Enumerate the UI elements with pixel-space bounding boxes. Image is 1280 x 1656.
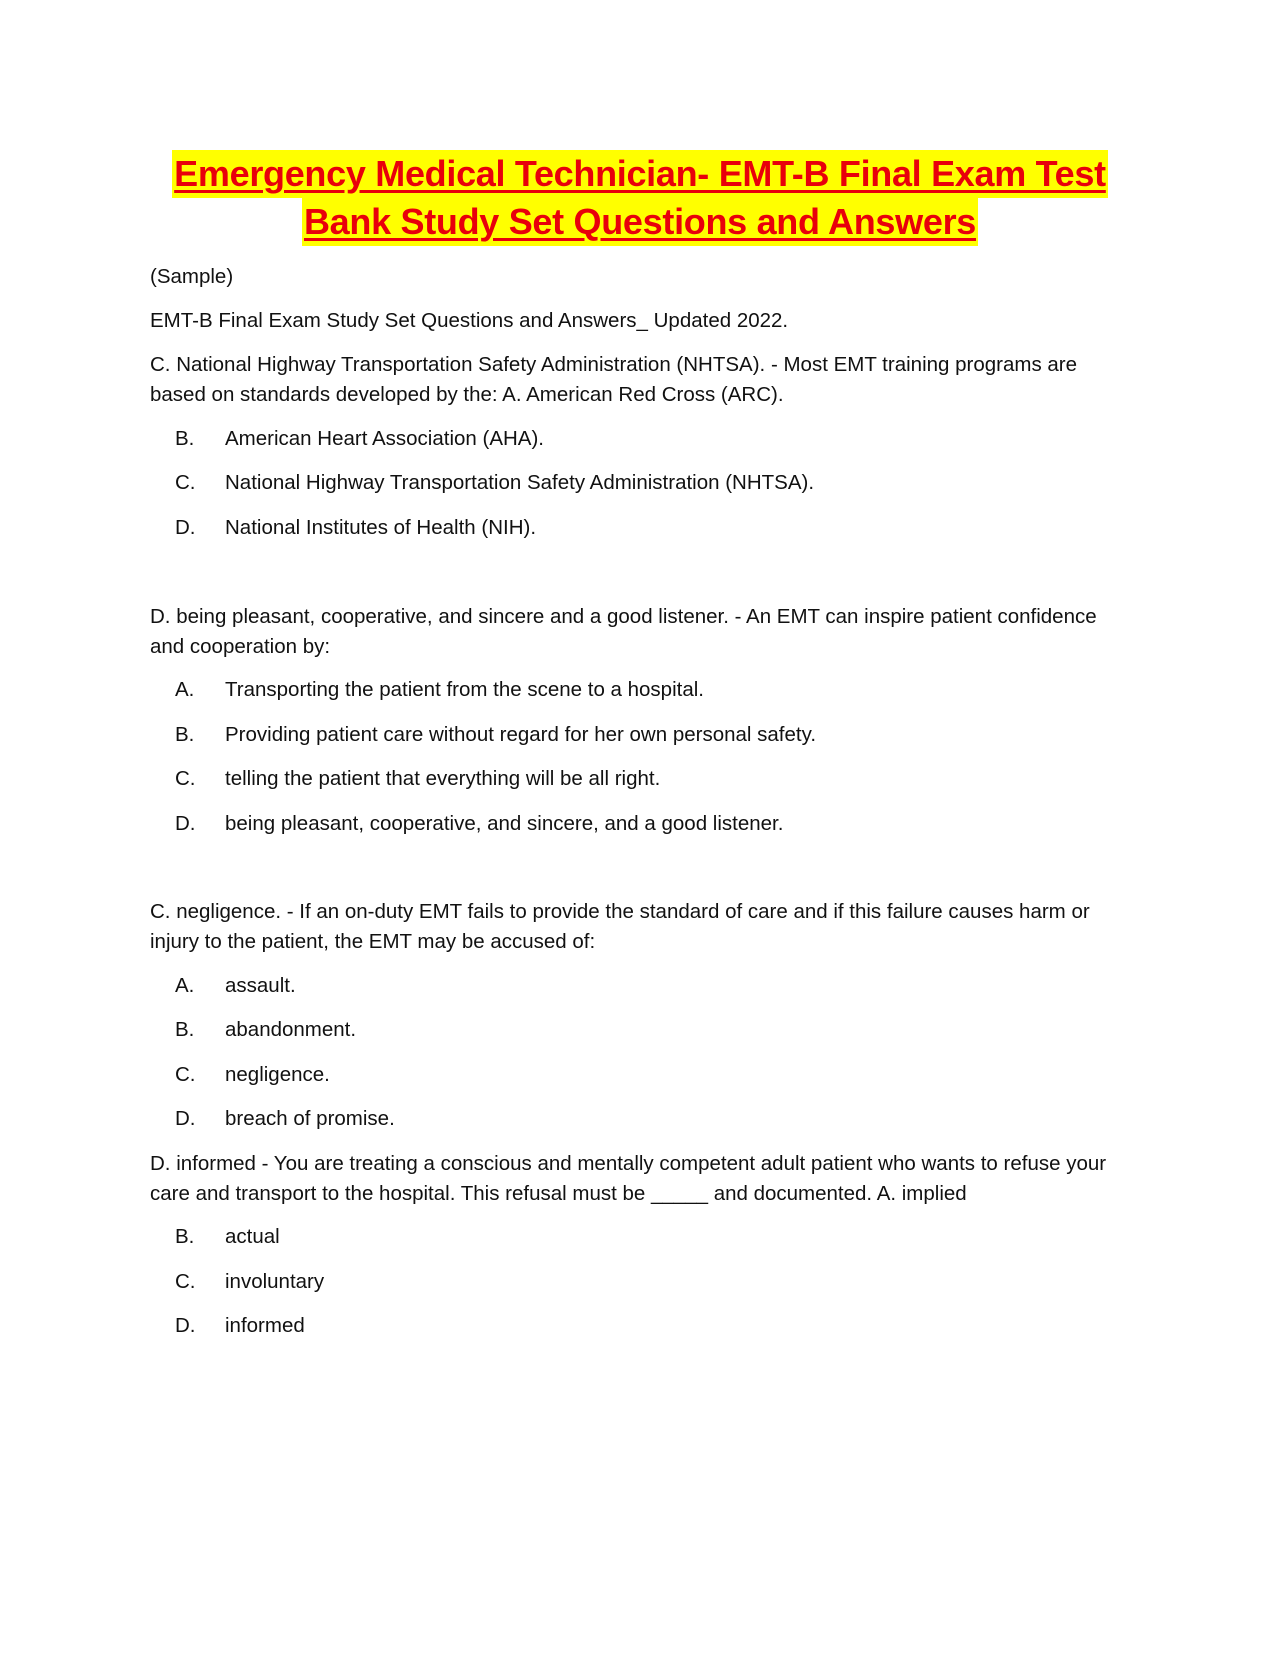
option-text: informed bbox=[225, 1314, 305, 1337]
option-text: telling the patient that everything will be all right. bbox=[225, 767, 661, 790]
document-title bbox=[150, 150, 1130, 246]
option-letter: B. bbox=[175, 723, 195, 746]
option-letter: D. bbox=[175, 812, 196, 835]
option-text: abandonment. bbox=[225, 1018, 357, 1041]
option-letter: B. bbox=[175, 1225, 195, 1248]
option-text: Providing patient care without regard for her own personal safety. bbox=[225, 723, 817, 746]
option-text: assault. bbox=[225, 974, 296, 997]
question-4-text: D. informed - You are treating a conscious and mentally competent adult patient who wants to refuse your care and transport to the hospital. This refusal must be _____ and documented. A. implied bbox=[150, 1152, 1107, 1205]
option-letter: C. bbox=[175, 1270, 196, 1293]
question-4-option bbox=[175, 1222, 1125, 1252]
question-2-text: D. being pleasant, cooperative, and sincere and a good listener. - An EMT can inspire patient confidence and cooperation by: bbox=[150, 605, 1097, 658]
question-2-option bbox=[175, 764, 1125, 794]
question-1-option bbox=[175, 468, 1125, 498]
question-1-text: C. National Highway Transportation Safety Administration (NHTSA). - Most EMT training programs are based on standards developed by the: A. American Red Cross (ARC). bbox=[150, 353, 1078, 406]
option-letter: D. bbox=[175, 1107, 196, 1130]
option-text: American Heart Association (AHA). bbox=[225, 427, 545, 450]
question-3-option bbox=[175, 1060, 1125, 1090]
question-3-option bbox=[175, 1015, 1125, 1045]
question-2-option bbox=[175, 675, 1125, 705]
sample-note: (Sample) bbox=[150, 265, 234, 288]
document-subtitle: EMT-B Final Exam Study Set Questions and Answers_ Updated 2022. bbox=[150, 309, 789, 332]
option-letter: C. bbox=[175, 1063, 196, 1086]
option-text: Transporting the patient from the scene to a hospital. bbox=[225, 678, 704, 701]
question-3-option bbox=[175, 971, 1125, 1001]
title-line-1: Emergency Medical Technician- EMT-B Final Exam Test bbox=[172, 150, 1108, 198]
option-letter: D. bbox=[175, 516, 196, 539]
question-1-option bbox=[175, 424, 1125, 454]
option-letter: A. bbox=[175, 974, 195, 997]
option-letter: B. bbox=[175, 427, 195, 450]
option-text: being pleasant, cooperative, and sincere, and a good listener. bbox=[225, 812, 784, 835]
question-4-option bbox=[175, 1267, 1125, 1297]
question-1-option bbox=[175, 513, 1125, 543]
option-letter: C. bbox=[175, 471, 196, 494]
question-2-option bbox=[175, 809, 1125, 839]
option-text: involuntary bbox=[225, 1270, 325, 1293]
option-text: negligence. bbox=[225, 1063, 330, 1086]
option-letter: B. bbox=[175, 1018, 195, 1041]
option-text: actual bbox=[225, 1225, 280, 1248]
option-letter: D. bbox=[175, 1314, 196, 1337]
question-4-option bbox=[175, 1311, 1125, 1341]
question-3-option bbox=[175, 1104, 1125, 1134]
option-letter: C. bbox=[175, 767, 196, 790]
option-text: breach of promise. bbox=[225, 1107, 395, 1130]
title-line-2: Bank Study Set Questions and Answers bbox=[302, 198, 978, 246]
question-3-text: C. negligence. - If an on-duty EMT fails to provide the standard of care and if this failure causes harm or injury to the patient, the EMT may be accused of: bbox=[150, 900, 1090, 953]
option-text: National Institutes of Health (NIH). bbox=[225, 516, 537, 539]
option-text: National Highway Transportation Safety Administration (NHTSA). bbox=[225, 471, 815, 494]
question-2-option bbox=[175, 720, 1125, 750]
option-letter: A. bbox=[175, 678, 195, 701]
